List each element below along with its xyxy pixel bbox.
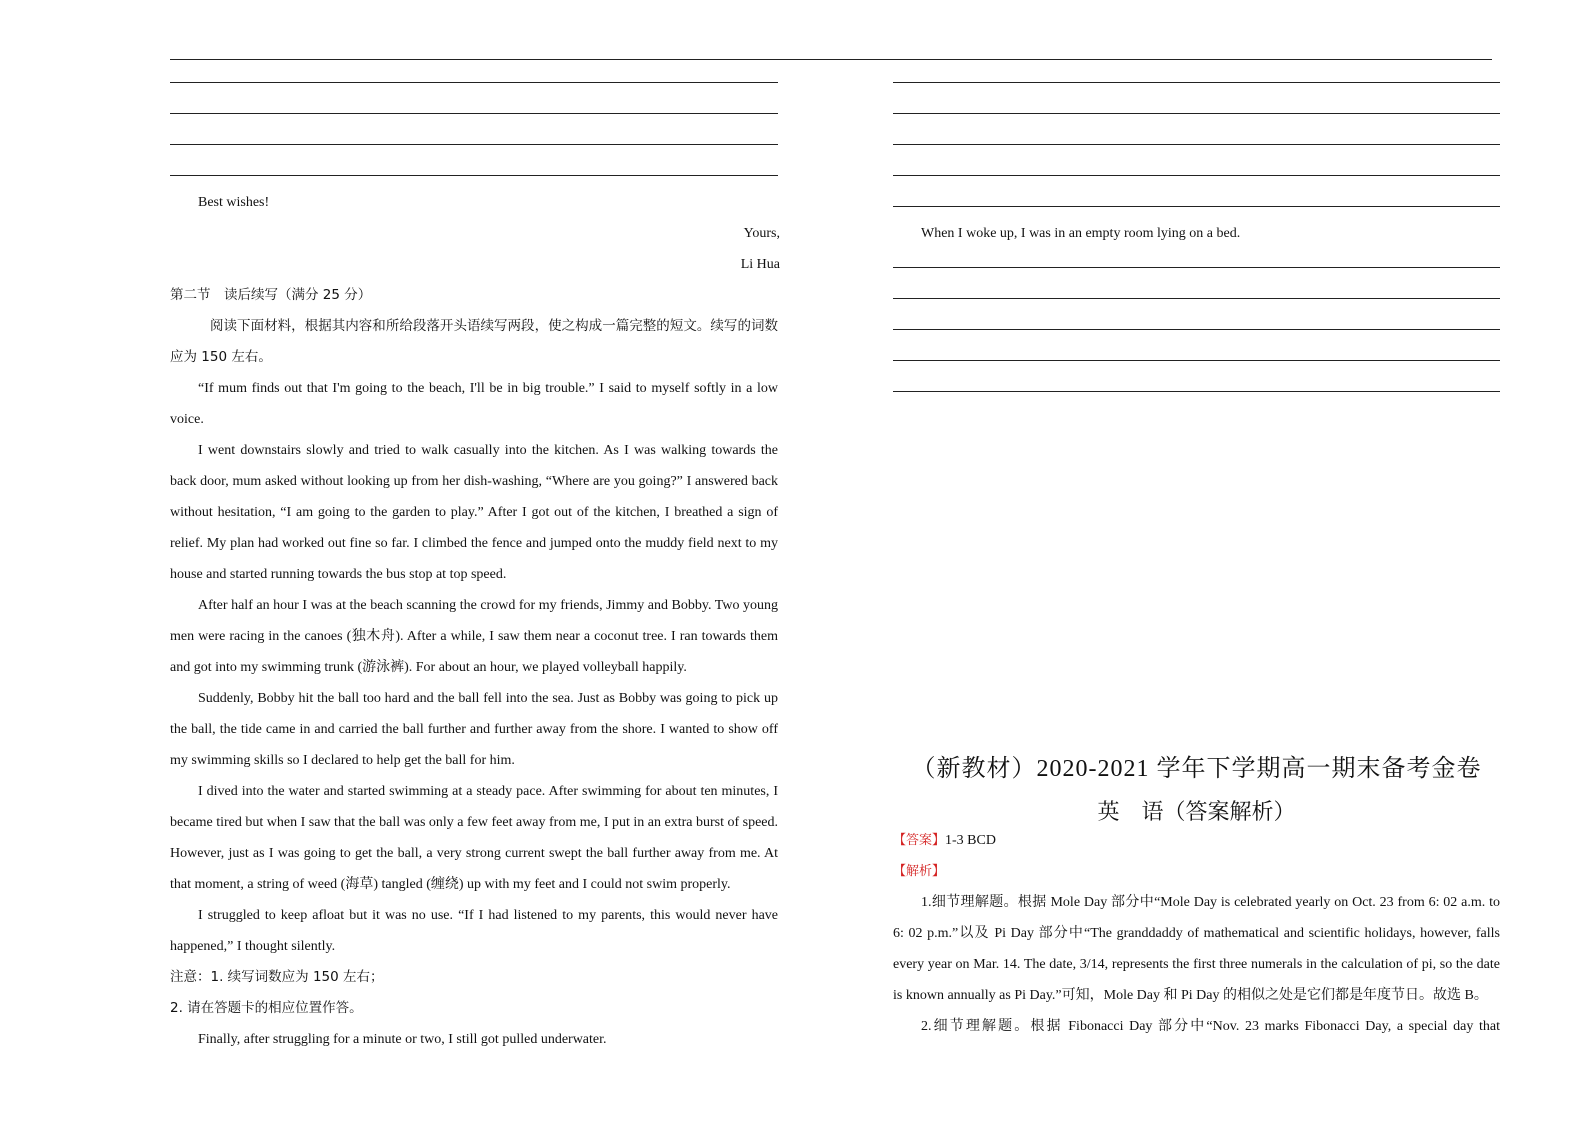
analysis-item-1: 1.细节理解题。根据 Mole Day 部分中“Mole Day is celebrated yearly on Oct. 23 from 6: 02 a.m. to 6: 02 p.m.”以及 Pi Day 部分中“The granddaddy of mathematical and scientific holidays, however, falls every year on Mar. 14. The date, 3/14, represents the first three numerals in the calculation of pi, so the date is known annually as Pi Day.”可知，Mole Day 和 Pi Day 的相似之处是它们都是年度节日。故选 B。: [893, 895, 1500, 1003]
answer-analysis: [893, 825, 1500, 1042]
answer-line: [170, 82, 778, 83]
answer-line: [893, 267, 1500, 268]
answer-key-title: （新教材）2020-2021 学年下学期高一期末备考金卷: [911, 756, 1482, 782]
analysis-item-2: 2.细节理解题。根据 Fibonacci Day 部分中“Nov. 23 marks Fibonacci Day, a special day that: [921, 1019, 1500, 1034]
analysis-row: [893, 856, 1500, 887]
paragraph-opening-1: Finally, after struggling for a minute or two, I still got pulled underwater.: [198, 1032, 607, 1047]
paragraph-opening-2: When I woke up, I was in an empty room lying on a bed.: [921, 226, 1241, 241]
story-paragraph: I struggled to keep afloat but it was no use. “If I had listened to my parents, this would never have happened,” I thought silently.: [170, 908, 778, 954]
note-word-count: 注意：1. 续写词数应为 150 左右；: [170, 969, 384, 985]
answer-line: [170, 113, 778, 114]
answer-line: [893, 82, 1500, 83]
story-paragraph: “If mum finds out that I'm going to the beach, I'll be in big trouble.” I said to myself softly in a low voice.: [170, 381, 778, 427]
note-answer-sheet: 2. 请在答题卡的相应位置作答。: [170, 1000, 363, 1016]
letter-closing: Best wishes!: [198, 195, 270, 210]
letter-sign-name: Li Hua: [740, 257, 780, 272]
top-rule: [170, 59, 1492, 60]
letter-sign-yours: Yours,: [743, 226, 780, 241]
answer-value: 1-3 BCD: [945, 833, 996, 848]
story-paragraph: I went downstairs slowly and tried to walk casually into the kitchen. As I was walking towards the back door, mum asked without looking up from her dish-washing, “Where are you going?” I answered back without hesitation, “I am going to the garden to play.” After I got out of the kitchen, I breathed a sign of relief. My plan had worked out fine so far. I climbed the fence and jumped onto the muddy field next to my house and started running towards the bus stop at top speed.: [170, 443, 778, 582]
answer-line: [893, 144, 1500, 145]
answer-line: [893, 360, 1500, 361]
story-paragraph: After half an hour I was at the beach scanning the crowd for my friends, Jimmy and Bobby. Two young men were racing in the canoes (独木舟). After a while, I saw them near a coconut tree. I ran towards them and got into my swimming trunk (游泳裤). For about an hour, we played volleyball happily.: [170, 598, 778, 675]
answer-line: [170, 144, 778, 145]
answer-tag: 【答案】: [893, 833, 946, 848]
answer-line: [893, 391, 1500, 392]
analysis-tag: 【解析】: [893, 864, 946, 879]
answer-row: [893, 825, 1500, 856]
answer-line: [893, 298, 1500, 299]
answer-line: [170, 175, 778, 176]
answer-line: [893, 175, 1500, 176]
reading-continuation-section: [170, 280, 778, 1055]
answer-line: [893, 329, 1500, 330]
story-paragraph: Suddenly, Bobby hit the ball too hard and the ball fell into the sea. Just as Bobby was going to pick up the ball, the tide came in and carried the ball further and further away from the shore. I wanted to show off my swimming skills so I declared to help get the ball for him.: [170, 691, 778, 768]
section-heading: 第二节 读后续写（满分 25 分）: [170, 287, 372, 303]
answer-line: [893, 206, 1500, 207]
answer-line: [893, 113, 1500, 114]
task-instruction: 阅读下面材料，根据其内容和所给段落开头语续写两段，使之构成一篇完整的短文。续写的词数应为 150 左右。: [170, 318, 778, 365]
answer-key-subtitle: 英 语（答案解析）: [1097, 800, 1296, 825]
story-paragraph: I dived into the water and started swimming at a steady pace. After swimming for about ten minutes, I became tired but when I saw that the ball was only a few feet away from me, I put in an extra burst of speed. However, just as I was going to get the ball, a very strong current swept the ball further away from me. At that moment, a string of weed (海草) tangled (缠绕) up with my feet and I could not swim properly.: [170, 784, 779, 892]
